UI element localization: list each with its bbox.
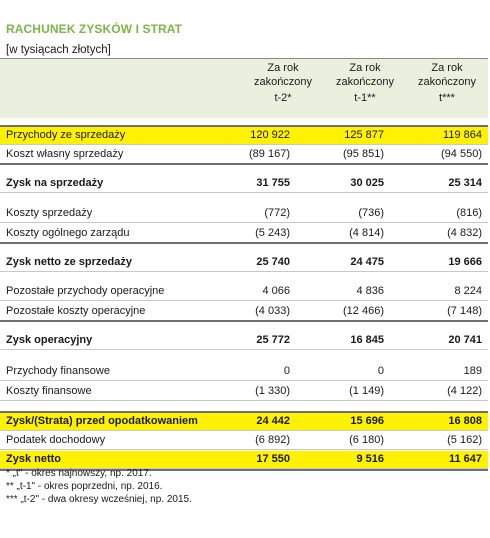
row-label: Koszty ogólnego zarządu [6, 227, 130, 239]
row-value-t-1: (12 466) [343, 305, 384, 317]
row-value-t: 11 647 [448, 453, 482, 465]
row-value-t: 119 864 [443, 129, 482, 141]
row-value-t-2: 25 740 [256, 256, 290, 268]
row-value-t: (7 148) [447, 305, 482, 317]
row-value-t: 8 224 [454, 285, 482, 297]
income-statement-table [0, 58, 488, 118]
footnote: * „t" - okres najnowszy, np. 2017. [6, 468, 152, 479]
column-header-line1: Za rok [431, 62, 463, 74]
row-label: Zysk/(Strata) przed opodatkowaniem [6, 415, 198, 427]
row-value-t-2: (6 892) [255, 434, 290, 446]
table-row-income-tax [0, 432, 488, 450]
row-label: Zysk operacyjny [6, 334, 93, 346]
row-value-t: 189 [463, 365, 482, 377]
row-label: Przychody finansowe [6, 365, 110, 377]
row-value-t-1: 125 877 [344, 129, 384, 141]
table-row-gross-profit [0, 175, 488, 193]
row-value-t: (4 832) [447, 227, 482, 239]
table-row-admin-costs [0, 225, 488, 244]
row-label: Podatek dochodowy [6, 434, 106, 446]
column-header-t-2 [238, 62, 328, 106]
row-value-t-1: (736) [358, 207, 384, 219]
row-value-t-1: (4 814) [349, 227, 384, 239]
row-value-t: 20 741 [448, 334, 482, 346]
row-value-t-1: 24 475 [350, 256, 384, 268]
row-value-t-1: 30 025 [350, 177, 384, 189]
row-value-t-2: (772) [264, 207, 290, 219]
table-row-other-operating-costs [0, 303, 488, 322]
table-row-financial-costs [0, 383, 488, 401]
row-value-t-1: 0 [377, 365, 384, 377]
footnote: ** „t-1" - okres poprzedni, np. 2016. [6, 481, 163, 492]
row-value-t-2: 4 066 [262, 285, 290, 297]
row-value-t-2: (4 033) [255, 305, 290, 317]
column-header-line1: Za rok [349, 62, 381, 74]
row-value-t: 19 666 [448, 256, 482, 268]
row-label: Przychody ze sprzedaży [6, 129, 126, 141]
row-value-t-2: (89 167) [249, 148, 290, 160]
footnotes [6, 467, 192, 506]
table-row-financial-income [0, 363, 488, 381]
row-value-t-1: 4 836 [356, 285, 384, 297]
units-note: [w tysiącach złotych] [6, 44, 111, 56]
row-value-t: (5 162) [447, 434, 482, 446]
row-value-t-2: (1 330) [255, 385, 290, 397]
row-value-t-1: 15 696 [350, 415, 384, 427]
column-header-t [402, 62, 490, 106]
table-row-net-sales-profit [0, 254, 488, 272]
row-value-t-1: (1 149) [349, 385, 384, 397]
table-row-other-operating-income [0, 283, 488, 301]
row-value-t-1: 9 516 [356, 453, 384, 465]
row-label: Zysk netto [6, 453, 62, 465]
row-value-t: 16 808 [448, 415, 482, 427]
table-row-profit-before-tax [0, 411, 488, 431]
row-label: Zysk na sprzedaży [6, 177, 104, 189]
row-label: Koszty sprzedaży [6, 207, 93, 219]
page-title: RACHUNEK ZYSKÓW I STRAT [6, 22, 183, 36]
row-label: Koszt własny sprzedaży [6, 148, 124, 160]
row-label: Pozostałe przychody operacyjne [6, 285, 165, 297]
row-label: Pozostałe koszty operacyjne [6, 305, 146, 317]
column-period: t*** [439, 92, 455, 104]
table-row-cost-of-sales [0, 146, 488, 165]
row-value-t-2: 31 755 [256, 177, 290, 189]
table-row-revenue [0, 125, 488, 145]
row-value-t-2: (5 243) [255, 227, 290, 239]
row-value-t-1: (6 180) [349, 434, 384, 446]
table-row-selling-costs [0, 205, 488, 223]
row-value-t-2: 24 442 [256, 415, 290, 427]
row-value-t: (94 550) [441, 148, 482, 160]
row-value-t-2: 120 922 [250, 129, 290, 141]
column-period: t-2* [274, 92, 292, 104]
row-value-t-1: (95 851) [343, 148, 384, 160]
row-value-t-2: 25 772 [256, 334, 290, 346]
column-header-t-1 [320, 62, 410, 106]
column-header-line2: zakończony [335, 75, 395, 88]
footnote: *** „t-2" - dwa okresy wcześniej, np. 2015. [6, 494, 192, 505]
column-period: t-1** [354, 92, 376, 104]
row-value-t: (816) [456, 207, 482, 219]
row-value-t: (4 122) [447, 385, 482, 397]
row-label: Koszty finansowe [6, 385, 92, 397]
column-header-line2: zakończony [417, 75, 477, 88]
row-value-t-1: 16 845 [350, 334, 384, 346]
row-value-t: 25 314 [448, 177, 482, 189]
row-label: Zysk netto ze sprzedaży [6, 256, 132, 268]
row-value-t-2: 17 550 [256, 453, 290, 465]
column-header-line2: zakończony [253, 75, 313, 88]
column-header-line1: Za rok [267, 62, 299, 74]
table-header [0, 58, 488, 118]
row-value-t-2: 0 [283, 365, 290, 377]
table-row-operating-profit [0, 332, 488, 350]
